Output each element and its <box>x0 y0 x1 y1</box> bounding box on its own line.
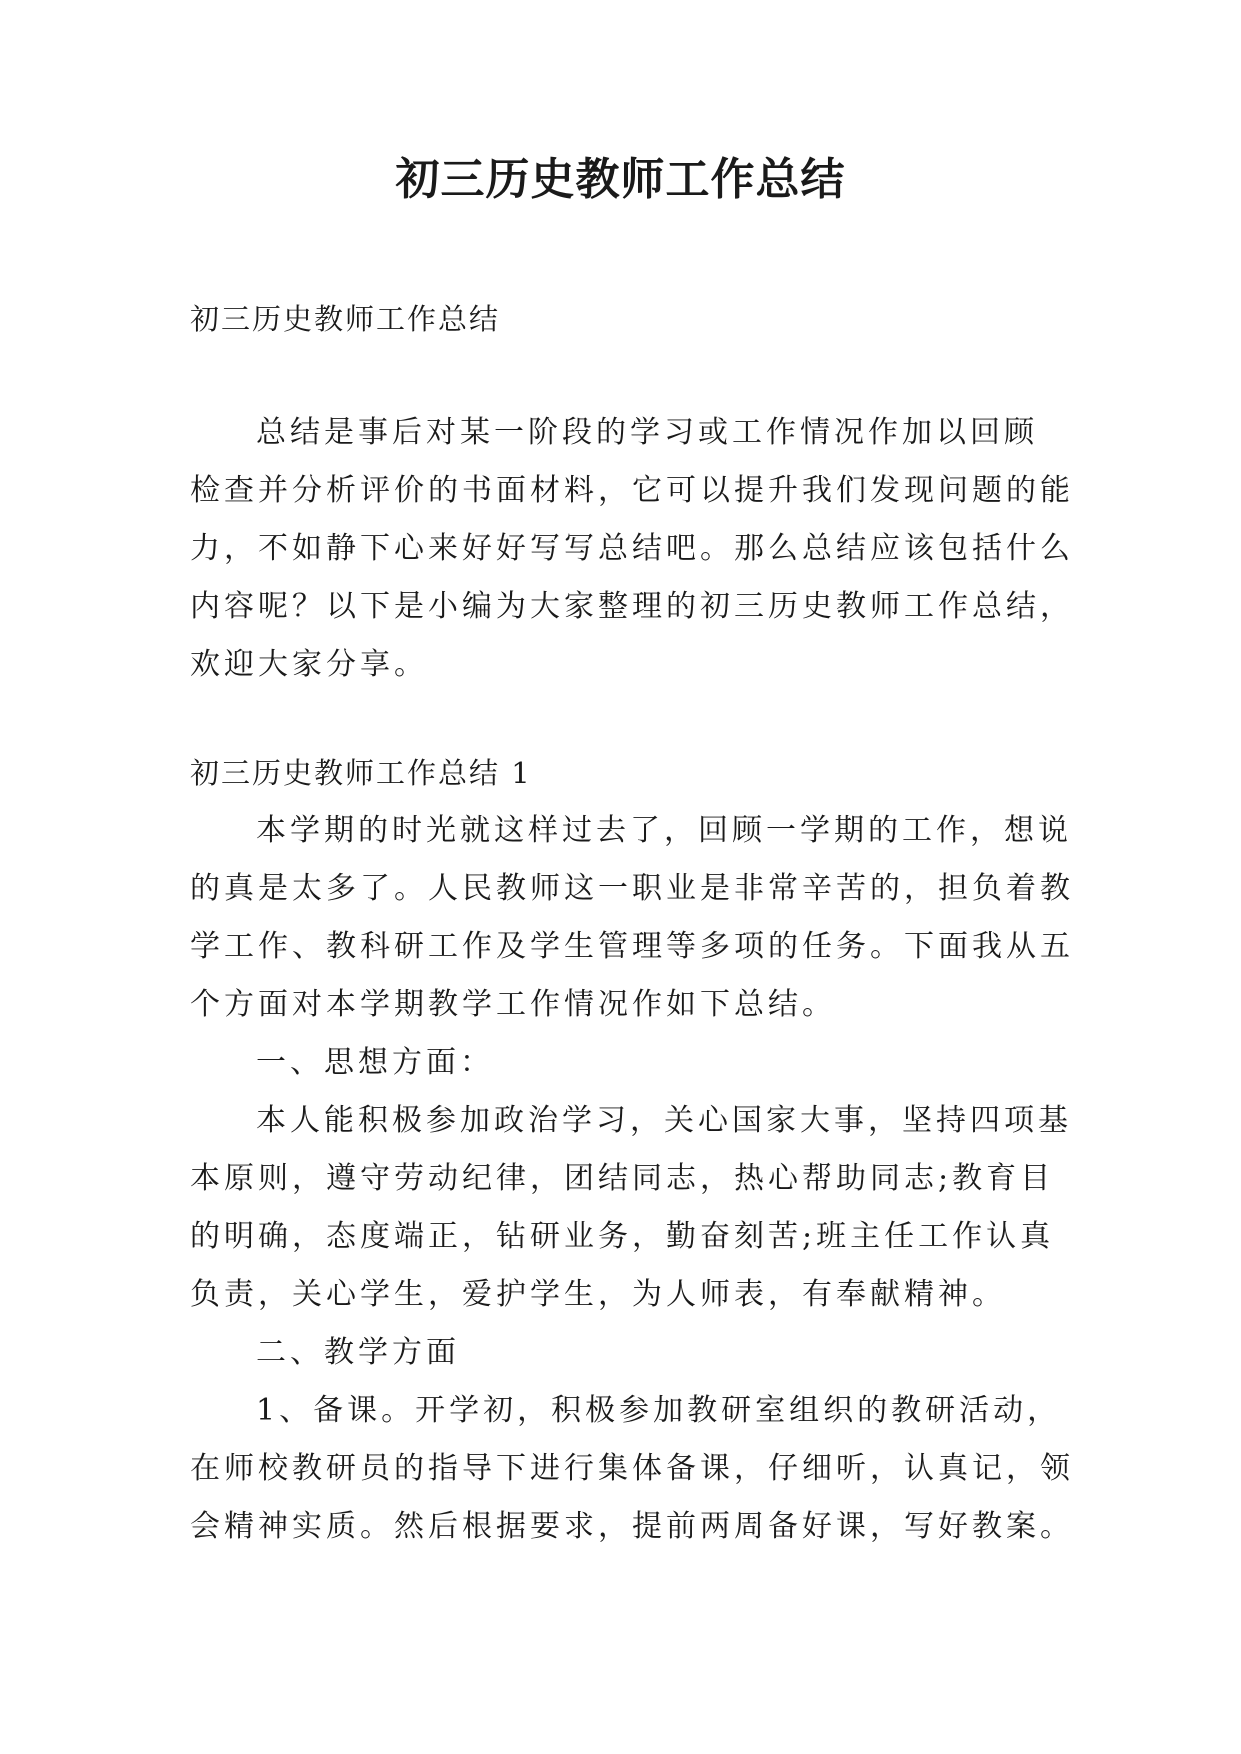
heading-teaching: 二、教学方面 <box>256 1335 460 1370</box>
intro-line: 总结是事后对某一阶段的学习或工作情况作加以回顾 <box>256 415 1038 450</box>
section1-line: 本学期的时光就这样过去了，回顾一学期的工作，想说 <box>256 813 1072 848</box>
heading-thought: 一、思想方面： <box>256 1045 494 1080</box>
thought-line: 本人能积极参加政治学习，关心国家大事，坚持四项基 <box>256 1103 1072 1138</box>
document-subtitle: 初三历史教师工作总结 <box>190 302 501 336</box>
section1-line: 个方面对本学期教学工作情况作如下总结。 <box>190 987 836 1022</box>
section1-line: 的真是太多了。人民教师这一职业是非常辛苦的，担负着教 <box>190 871 1074 906</box>
thought-line: 负责，关心学生，爱护学生，为人师表，有奉献精神。 <box>190 1277 1006 1312</box>
teaching-line: 会精神实质。然后根据要求，提前两周备好课，写好教案。 <box>190 1509 1074 1544</box>
section1-paragraph <box>190 802 1074 1034</box>
thought-line: 本原则，遵守劳动纪律，团结同志，热心帮助同志;教育目 <box>190 1161 1055 1196</box>
teaching-paragraph <box>190 1382 1074 1556</box>
thought-line: 的明确，态度端正，钻研业务，勤奋刻苦;班主任工作认真 <box>190 1219 1055 1254</box>
teaching-line: 在师校教研员的指导下进行集体备课，仔细听，认真记，领 <box>190 1451 1074 1486</box>
thought-paragraph <box>190 1092 1070 1324</box>
section-heading-1: 初三历史教师工作总结 1 <box>190 756 532 790</box>
document-body <box>190 290 1074 1556</box>
intro-line: 欢迎大家分享。 <box>190 647 428 682</box>
section1-line: 学工作、教科研工作及学生管理等多项的任务。下面我从五 <box>190 929 1074 964</box>
intro-line: 力，不如静下心来好好写写总结吧。那么总结应该包括什么 <box>190 531 1074 566</box>
document-title: 初三历史教师工作总结 <box>395 154 846 205</box>
intro-line: 内容呢？以下是小编为大家整理的初三历史教师工作总结， <box>190 589 1074 624</box>
teaching-line: 1、备课。开学初，积极参加教研室组织的教研活动， <box>256 1393 1062 1428</box>
intro-line: 检查并分析评价的书面材料，它可以提升我们发现问题的能 <box>190 473 1074 508</box>
intro-paragraph <box>190 404 1074 694</box>
